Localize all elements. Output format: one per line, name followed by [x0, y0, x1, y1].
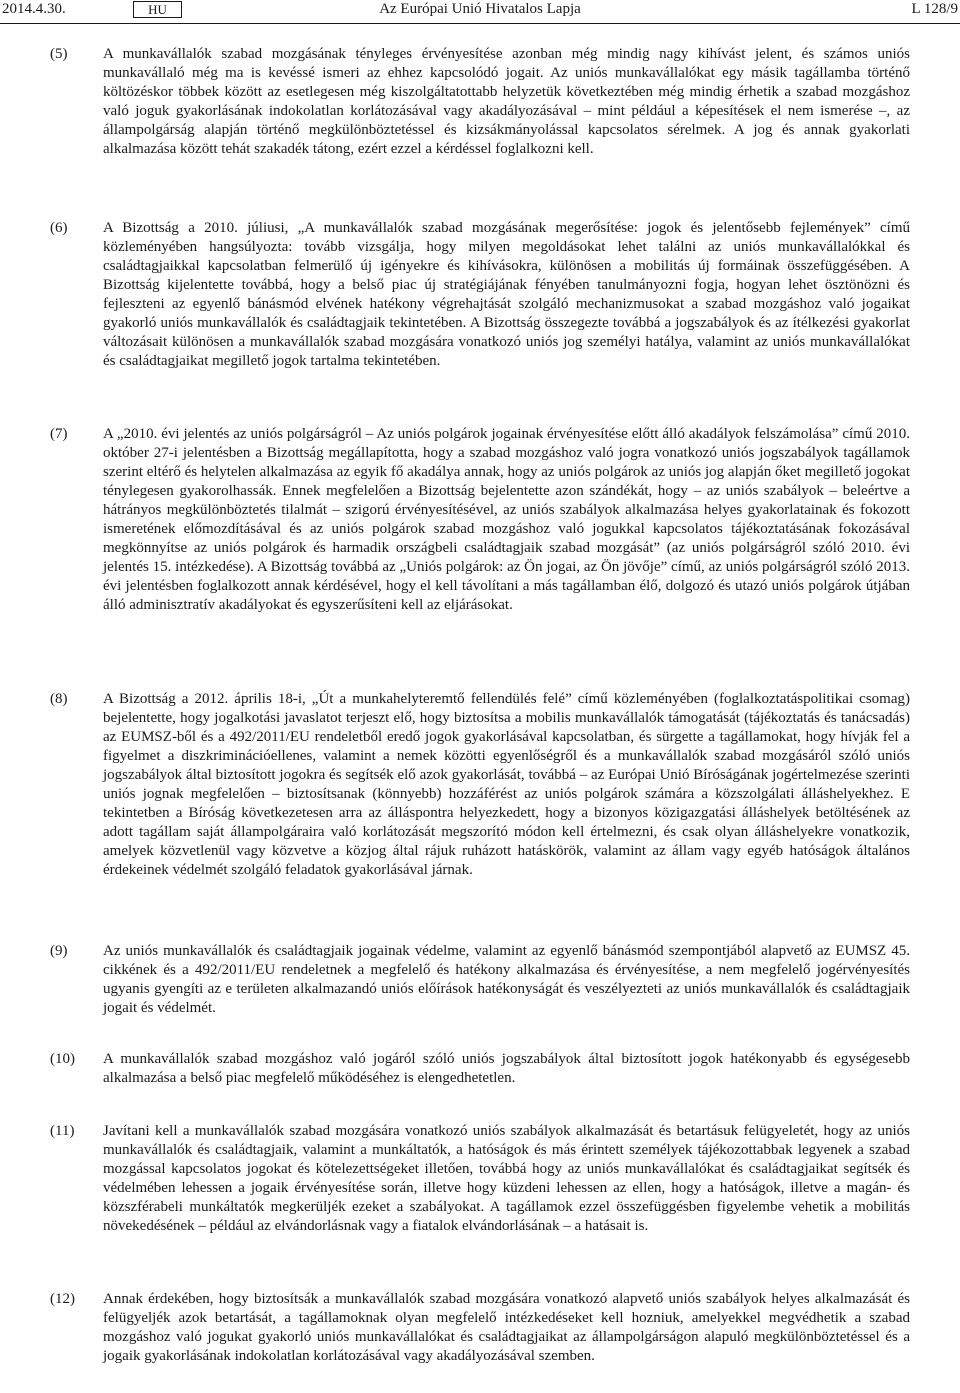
page-header: [0, 0, 960, 22]
recital-number: (6): [50, 220, 68, 236]
page-reference: L 128/9: [911, 1, 958, 17]
recital-text: Annak érdekében, hogy biztosítsák a munkavállalók szabad mozgására vonatkozó alapvető uniós szabályok helyes alkalmazását és felügyeljék azok betartását, a tagállamoknak olyan megfelelő intézkedéseket kell hozniuk, amelyekkel megvédhetik a szabad mozgáshoz való jogukat gyakorló uniós munkavállalókat és családtagjaikat az állampolgárságon alapuló megkülönböztetéssel és a jogaik gyakorlásának indokolatlan korlátozásával vagy akadályozásával szemben.: [103, 1291, 910, 1364]
journal-title: Az Európai Unió Hivatalos Lapja: [379, 1, 581, 17]
recital-text: A Bizottság a 2010. júliusi, „A munkavállalók szabad mozgásának megerősítése: jogok és jelentősebb fejlemények” című közleményében hangsúlyozta: tovább vizsgálja, hogy milyen megoldásokat lehet találni az uniós munkavállalókkal és családtagjaikkal kapcsolatban felmerülő új igényekre és kihívásokra, különösen a mobilitás új formáinak összefüggésében. A Bizottság kijelentette továbbá, hogy a belső piac új stratégiájának fényében tanulmányozni fogja, hogyan lehet ösztönözni és fejleszteni az egyenlő bánásmód elvének hatékony végrehajtását szolgáló mechanizmusokat a szabad mozgáshoz való jogaikat gyakorló uniós munkavállalók és családtagjaik tekintetében. A Bizottság összegezte továbbá a jogszabályok és az ítélkezési gyakorlat változásait különösen a munkavállalók szabad mozgására vonatkozó uniós jog személyi hatálya, valamint az uniós munkavállalókat és családtagjaikat megillető jogok tartalma tekintetében.: [103, 220, 910, 369]
language-badge: HU: [133, 1, 182, 18]
recital-text: A munkavállalók szabad mozgásának tényleges érvényesítése azonban még mindig nagy kihívást jelent, és számos uniós munkavállaló még ma is kevéssé ismeri az ehhez kapcsolódó jogait. Az uniós munkavállalókat egy másik tagállamba történő költözéskor többek között az esetlegesen még kiszolgáltatottabb helyzetük következtében még mindig érhetik a szabad mozgáshoz való joguk gyakorlásának indokolatlan korlátozásával vagy akadályozásával – mint például a képesítések el nem ismerése –, az állampolgárság alapján történő megkülönböztetéssel és kizsákmányolással kapcsolatos sérelmek. A jog és annak gyakorlati alkalmazása között tehát szakadék tátong, ezért ezzel a kérdéssel foglalkozni kell.: [103, 46, 910, 157]
recital-text: A „2010. évi jelentés az uniós polgárságról – Az uniós polgárok jogainak érvényesítése előtt álló akadályok felszámolása” című 2010. október 27-i jelentésben a Bizottság megállapította, hogy a szabad mozgáshoz való jogra vonatkozó uniós jogszabályok tagállamok szerint eltérő és helytelen alkalmazása az egyik fő akadálya annak, hogy az uniós polgárok az uniós jog alapján őket megillető jogokat ténylegesen gyakorolhassák. Ennek megfelelően a Bizottság bejelentette azon szándékát, hogy – az uniós szabályok – beleértve a hátrányos megkülönböztetés tilalmát – szigorú érvényesítésével, az uniós szabályok alkalmazása helyes gyakorlatainak és fokozott ismeretének előmozdításával és az uniós polgárok szabad mozgáshoz való jogukkal kapcsolatos tájékoztatásának fokozásával megkönnyítse az uniós polgárok és harmadik országbeli családtagjaik szabad mozgását” (az uniós polgárságról szóló 2010. évi jelentés 15. intézkedése). A Bizottság továbbá az „Uniós polgárok: az Ön jogai, az Ön jövője” című, az uniós polgárságról szóló 2013. évi jelentésben foglalkozott annak kérdésével, hogy el kell távolítani a más tagállamban élő, dolgozó és utazó uniós polgárok útjában álló adminisztratív akadályokat és egyszerűsíteni kell az eljárásokat.: [103, 426, 910, 613]
recital-number: (11): [50, 1123, 75, 1139]
recital-number: (9): [50, 943, 68, 959]
recital-number: (8): [50, 691, 68, 707]
recital-number: (10): [50, 1051, 75, 1067]
recital-number: (7): [50, 426, 68, 442]
recital-text: Az uniós munkavállalók és családtagjaik jogainak védelme, valamint az egyenlő bánásmód szempontjából alapvető az EUMSZ 45. cikkének és a 492/2011/EU rendeletnek a megfelelő és hatékony alkalmazása és érvényesítése, a nem megfelelő jogérvényesítés ugyanis gyengíti az e területen alkalmazandó uniós előírások hatékonyságát és veszélyezteti az uniós munkavállalók és családtagjaik jogait és védelmét.: [103, 943, 910, 1016]
recital-number: (5): [50, 46, 68, 62]
header-rule: [0, 23, 960, 24]
recital-text: Javítani kell a munkavállalók szabad mozgására vonatkozó uniós szabályok alkalmazását és betartásuk felügyeletét, hogy az uniós munkavállalók és családtagjaik, valamint a munkáltatók, a hatóságok és más érintett személyek tájékozottabbak legyenek a szabad mozgással kapcsolatos jogokat és kötelezettségeket illetően, továbbá hogy az uniós munkavállalókat és családtagjaikat segítsék és védelmében lehessen a jogaik érvényesítése során, illetve hogy küzdeni lehessen az ellen, hogy a hatóságok, illetve a magán- és közszférabeli munkáltatók megkerüljék ezeket a szabályokat. A tagállamok ezzel összefüggésben figyelembe vehetik a mobilitás növekedésének – például az elvándorlásnak vagy a fiatalok elvándorlásának – a hatásait is.: [103, 1123, 910, 1234]
publication-date: 2014.4.30.: [2, 1, 66, 17]
recital-number: (12): [50, 1291, 75, 1307]
recital-text: A munkavállalók szabad mozgáshoz való jogáról szóló uniós jogszabályok által biztosított jogok hatékonyabb és egységesebb alkalmazása a belső piac megfelelő működéséhez is elengedhetetlen.: [103, 1051, 910, 1086]
recital-text: A Bizottság a 2012. április 18-i, „Út a munkahelyteremtő fellendülés felé” című közleményében (foglalkoztatáspolitikai csomag) bejelentette, hogy jogalkotási javaslatot terjeszt elő, hogy biztosítsa a mobilis munkavállalók támogatását (tájékoztatás és tanácsadás) az EUMSZ-ből és a 492/2011/EU rendeletből eredő jogok gyakorlásával kapcsolatban, és sürgette a tagállamokat, hogy hívják fel a figyelmet a diszkriminációellenes, valamint a nemek közötti egyenlőségről és a munkavállalók szabad mozgásáról szóló uniós jogszabályok által biztosított jogokra és segítsék elő azok gyakorlását, továbbá – az Európai Unió Bíróságának jogértelmezése szerinti uniós jognak megfelelően – biztosítsanak (könnyebb) hozzáférést az uniós polgárok számára a közszolgálati álláshelyekhez. E tekintetben a Bíróság következetesen arra az álláspontra helyezkedett, hogy a bizonyos közigazgatási álláshelyek betöltésének az adott tagállam saját állampolgáraira való korlátozását megszorító módon kell értelmezni, és csak olyan álláshelyekre vonatkozik, amelyek közvetlenül vagy közvetve a közjog által rájuk ruházott hatáskörök, valamint az állam vagy egyéb hatóságok általános érdekeinek védelmét szolgáló feladatok gyakorlásával járnak.: [103, 691, 910, 878]
